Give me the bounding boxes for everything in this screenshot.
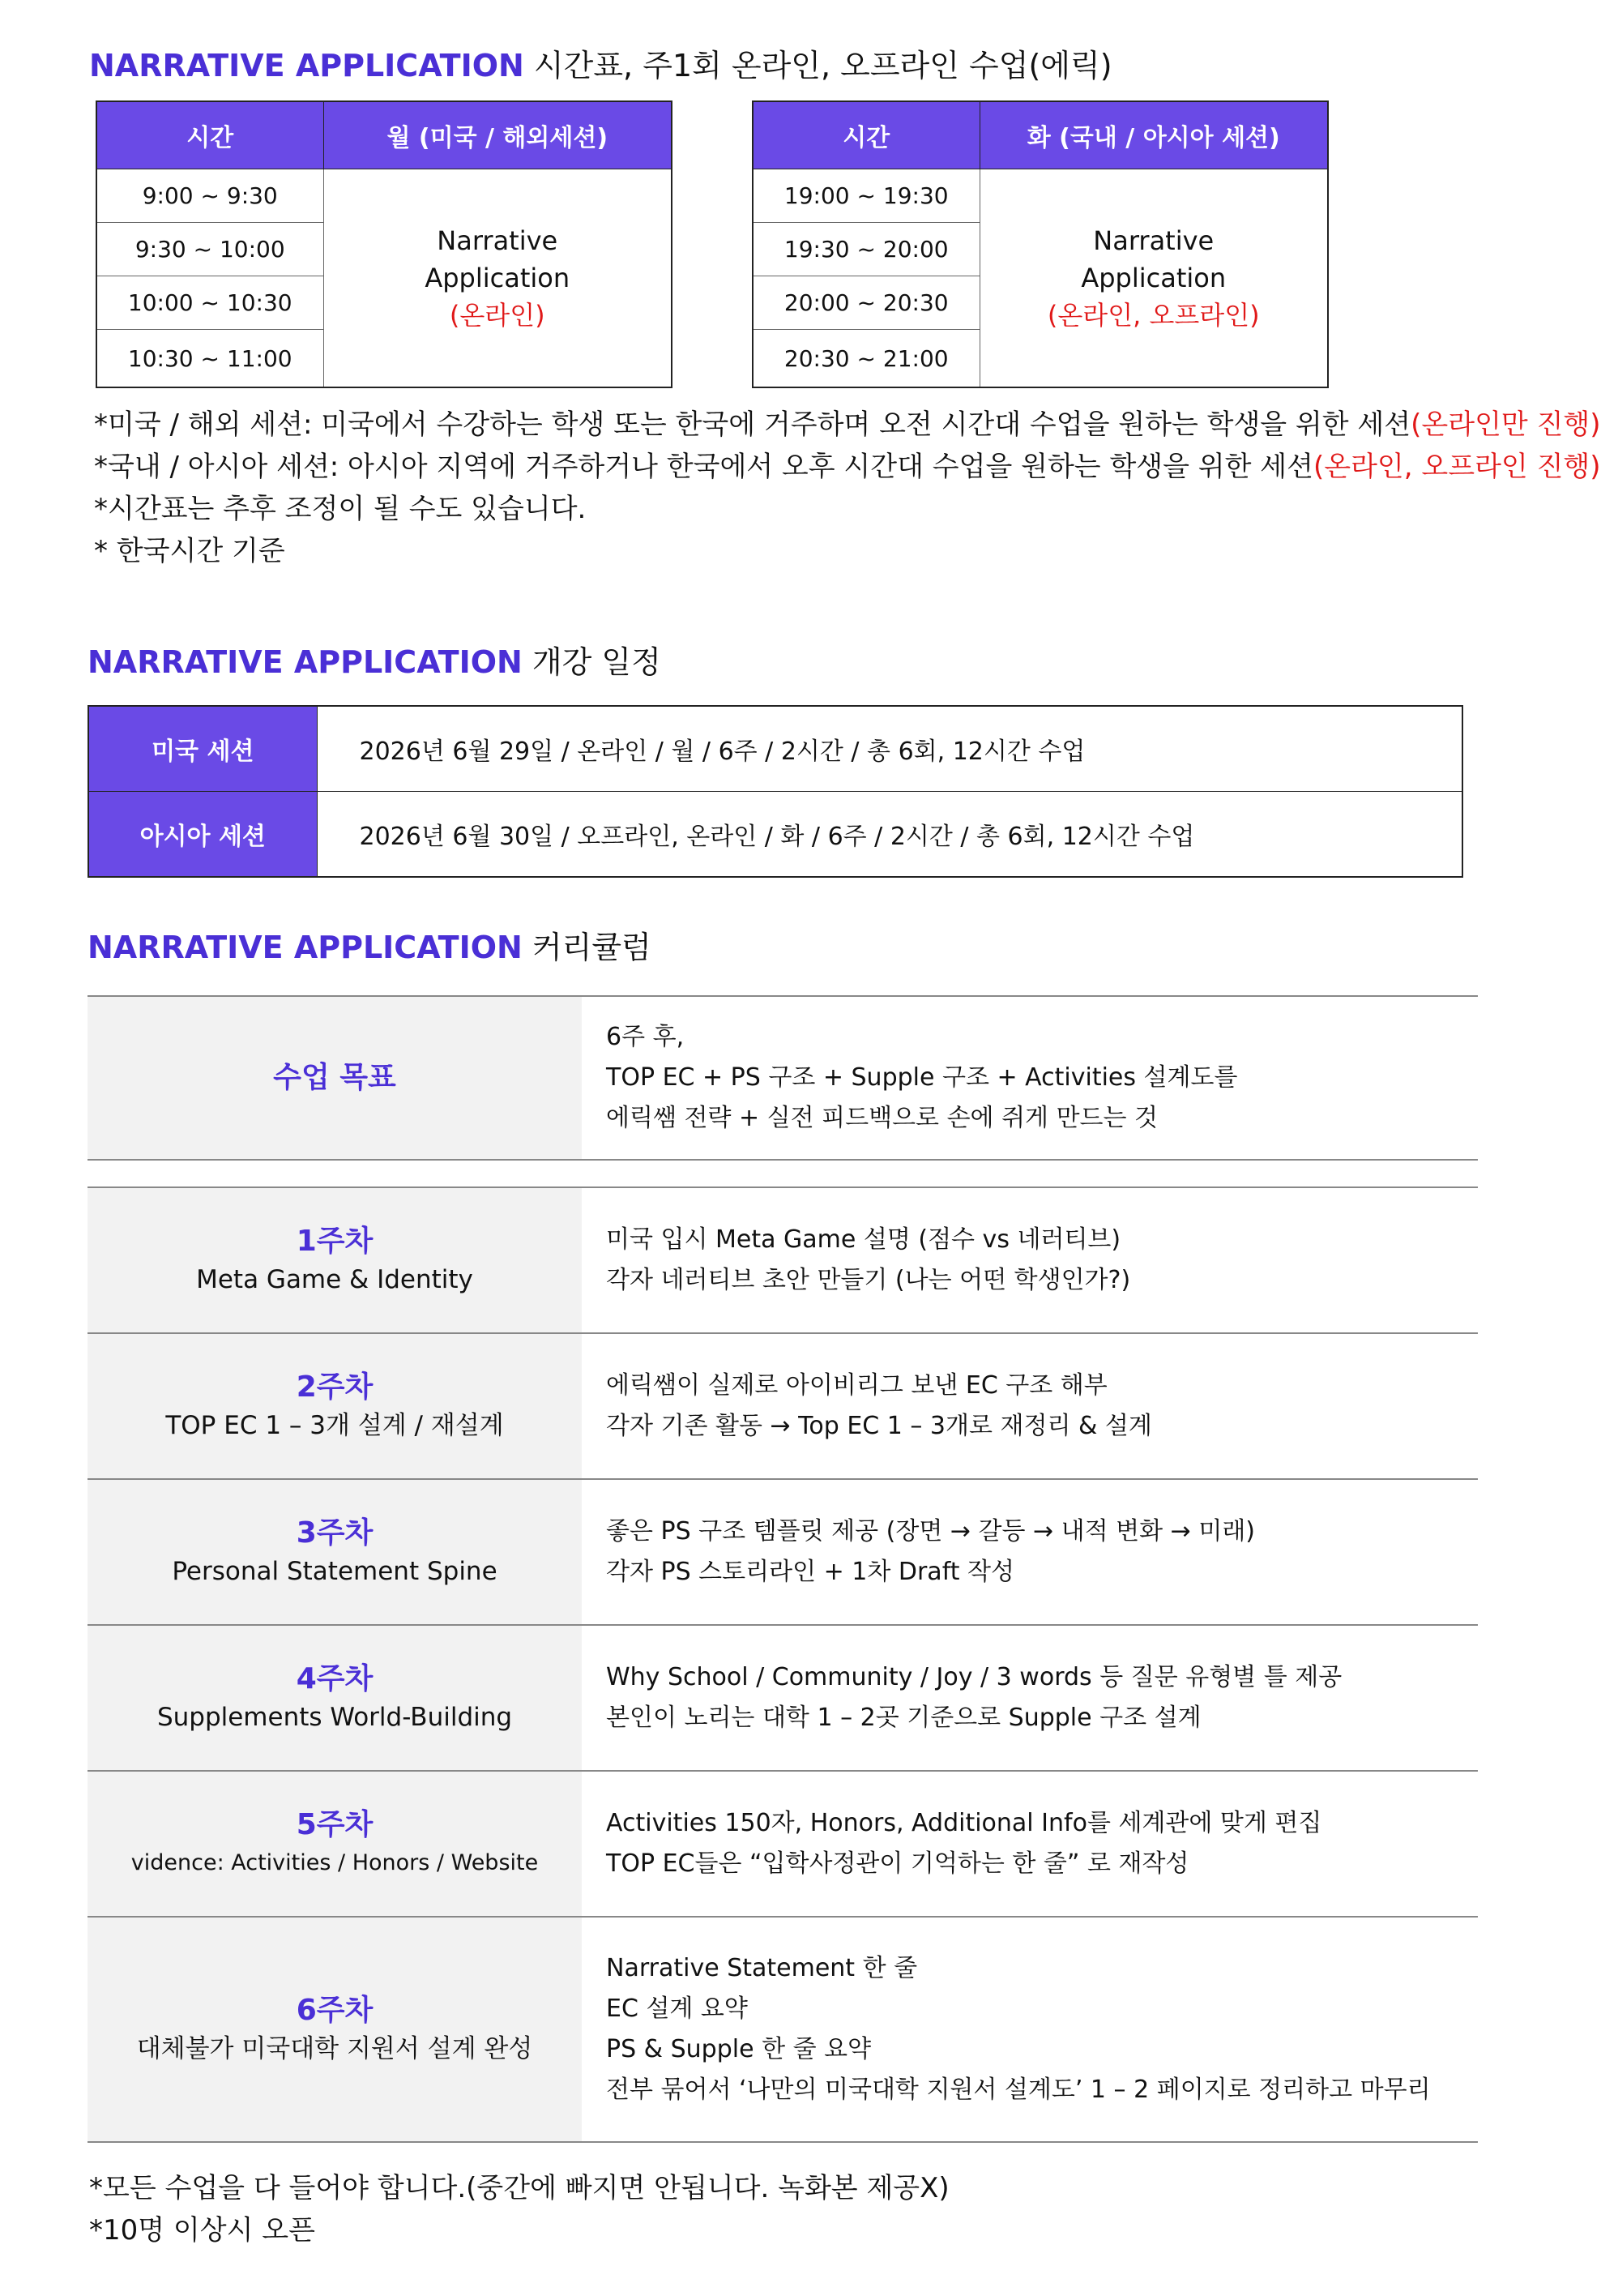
week-number: 5주차 [296, 1808, 374, 1841]
week-line: Why School / Community / Joy / 3 words 등 질문 유형별 틀 제공 [606, 1663, 1343, 1691]
class-name-line1: Narrative [437, 225, 558, 256]
note-us-session [94, 404, 1601, 446]
week-line: 전부 묶어서 ‘나만의 미국대학 지원서 설계도’ 1 – 2 페이지로 정리하고 마무리 [606, 2076, 1431, 2104]
opening-row-asia [88, 792, 1462, 878]
time-slot: 20:00 ~ 20:30 [753, 276, 980, 330]
class-name-line1: Narrative [1093, 225, 1215, 256]
schedule-heading [89, 41, 1112, 85]
class-name-line2: Application [425, 263, 570, 293]
goal-line: 에릭쌤 전략 + 실전 피드백으로 손에 쥐게 만드는 것 [606, 1104, 1159, 1132]
note-red-text: (온라인만 진행) [1411, 408, 1601, 441]
time-slot: 19:30 ~ 20:00 [753, 223, 980, 276]
note-timezone: * 한국시간 기준 [94, 535, 285, 567]
week-label-cell [88, 1188, 582, 1332]
week-label-cell [88, 1334, 582, 1478]
week-content [582, 1334, 1478, 1478]
curriculum-weeks [88, 1186, 1478, 2143]
time-slot: 10:30 ~ 11:00 [96, 330, 323, 388]
week-label-cell [88, 1480, 582, 1624]
week-label-cell [88, 1772, 582, 1916]
time-slot: 20:30 ~ 21:00 [753, 330, 980, 388]
col-session-header: 화 (국내 / 아시아 세션) [980, 101, 1328, 169]
week-row-4 [88, 1624, 1478, 1770]
us-schedule-table [96, 100, 672, 388]
week-line: 본인이 노리는 대학 1 – 2곳 기준으로 Supple 구조 설계 [606, 1704, 1202, 1732]
week-line: 좋은 PS 구조 템플릿 제공 (장면 → 갈등 → 내적 변화 → 미래) [606, 1517, 1256, 1546]
goal-line: TOP EC + PS 구조 + Supple 구조 + Activities 설계도를 [606, 1063, 1238, 1092]
footer-note-minimum: *10명 이상시 오픈 [89, 2214, 315, 2247]
curriculum-heading [88, 922, 651, 967]
week-row-6 [88, 1916, 1478, 2141]
opening-heading [88, 637, 661, 682]
opening-label: 아시아 세션 [88, 792, 317, 878]
week-line: 각자 기존 활동 → Top EC 1 – 3개로 재정리 & 설계 [606, 1412, 1152, 1440]
curriculum-goal [88, 995, 1478, 1161]
schedule-notes [94, 404, 1601, 572]
week-number: 1주차 [296, 1225, 374, 1258]
week-title: Personal Statement Spine [172, 1557, 497, 1586]
week-number: 6주차 [296, 1994, 374, 2027]
note-text: *국내 / 아시아 세션: 아시아 지역에 거주하거나 한국에서 오후 시간대 수업을 원하는 학생을 위한 세션 [94, 451, 1313, 483]
time-slot: 19:00 ~ 19:30 [753, 169, 980, 223]
goal-content [582, 997, 1478, 1159]
week-number: 2주차 [296, 1370, 374, 1404]
footer-notes [89, 2167, 950, 2251]
week-label-cell [88, 1918, 582, 2141]
time-slot: 9:30 ~ 10:00 [96, 223, 323, 276]
note-text: *미국 / 해외 세션: 미국에서 수강하는 학생 또는 한국에 거주하며 오전 시간대 수업을 원하는 학생을 위한 세션 [94, 408, 1411, 441]
week-content [582, 1918, 1478, 2141]
week-line: Narrative Statement 한 줄 [606, 1954, 918, 1982]
week-title: Meta Game & Identity [196, 1265, 473, 1294]
week-line: TOP EC들은 “입학사정관이 기억하는 한 줄” 로 재작성 [606, 1849, 1189, 1878]
week-line: PS & Supple 한 줄 요약 [606, 2035, 872, 2063]
week-title: 대체불가 미국대학 지원서 설계 완성 [136, 2034, 533, 2063]
footer-note-attendance: *모든 수업을 다 들어야 합니다.(중간에 빠지면 안됩니다. 녹화본 제공X) [89, 2172, 950, 2204]
week-title: Supplements World-Building [156, 1703, 513, 1732]
week-title: TOP EC 1 – 3개 설계 / 재설계 [165, 1411, 504, 1440]
class-mode: (온라인) [449, 300, 545, 331]
opening-table [88, 705, 1463, 878]
heading-brand: NARRATIVE APPLICATION [88, 644, 523, 680]
week-number: 3주차 [296, 1516, 374, 1550]
week-row-3 [88, 1478, 1478, 1624]
col-time-header: 시간 [753, 101, 980, 169]
goal-line: 6주 후, [606, 1023, 685, 1051]
week-line: Activities 150자, Honors, Additional Info를 세계관에 맞게 편집 [606, 1809, 1322, 1837]
heading-rest: 커리큘럼 [522, 930, 651, 965]
heading-brand: NARRATIVE APPLICATION [89, 48, 524, 83]
week-line: 미국 입시 Meta Game 설명 (점수 vs 네러티브) [606, 1225, 1121, 1254]
week-content [582, 1188, 1478, 1332]
opening-detail: 2026년 6월 29일 / 온라인 / 월 / 6주 / 2시간 / 총 6회, 12시간 수업 [317, 706, 1462, 792]
heading-brand: NARRATIVE APPLICATION [88, 930, 523, 965]
col-time-header: 시간 [96, 101, 323, 169]
class-cell [980, 169, 1328, 388]
goal-label-cell [88, 997, 582, 1159]
week-content [582, 1626, 1478, 1770]
time-slot: 9:00 ~ 9:30 [96, 169, 323, 223]
week-row-5 [88, 1770, 1478, 1916]
class-mode: (온라인, 오프라인) [1047, 300, 1260, 331]
class-name-line2: Application [1081, 263, 1227, 293]
note-adjustment: *시간표는 추후 조정이 될 수도 있습니다. [94, 493, 587, 525]
heading-rest: 개강 일정 [522, 644, 661, 680]
week-number: 4주차 [296, 1662, 374, 1695]
opening-row-us [88, 706, 1462, 792]
asia-schedule-table [752, 100, 1329, 388]
opening-label: 미국 세션 [88, 706, 317, 792]
week-row-2 [88, 1332, 1478, 1478]
week-line: 각자 PS 스토리라인 + 1차 Draft 작성 [606, 1558, 1014, 1586]
week-line: 에릭쌤이 실제로 아이비리그 보낸 EC 구조 해부 [606, 1371, 1108, 1400]
week-line: EC 설계 요약 [606, 1995, 748, 2023]
week-line: 각자 네러티브 초안 만들기 (나는 어떤 학생인가?) [606, 1266, 1131, 1294]
week-content [582, 1772, 1478, 1916]
note-asia-session [94, 446, 1601, 488]
week-content [582, 1480, 1478, 1624]
note-red-text: (온라인, 오프라인 진행) [1313, 451, 1601, 483]
opening-detail: 2026년 6월 30일 / 오프라인, 온라인 / 화 / 6주 / 2시간 / 총 6회, 12시간 수업 [317, 792, 1462, 878]
heading-rest: 시간표, 주1회 온라인, 오프라인 수업(에릭) [523, 48, 1112, 83]
class-cell [323, 169, 672, 388]
goal-label: 수업 목표 [273, 1061, 396, 1094]
week-label-cell [88, 1626, 582, 1770]
time-slot: 10:00 ~ 10:30 [96, 276, 323, 330]
col-session-header: 월 (미국 / 해외세션) [323, 101, 672, 169]
week-title: vidence: Activities / Honors / Website [130, 1850, 539, 1875]
week-row-1 [88, 1186, 1478, 1332]
